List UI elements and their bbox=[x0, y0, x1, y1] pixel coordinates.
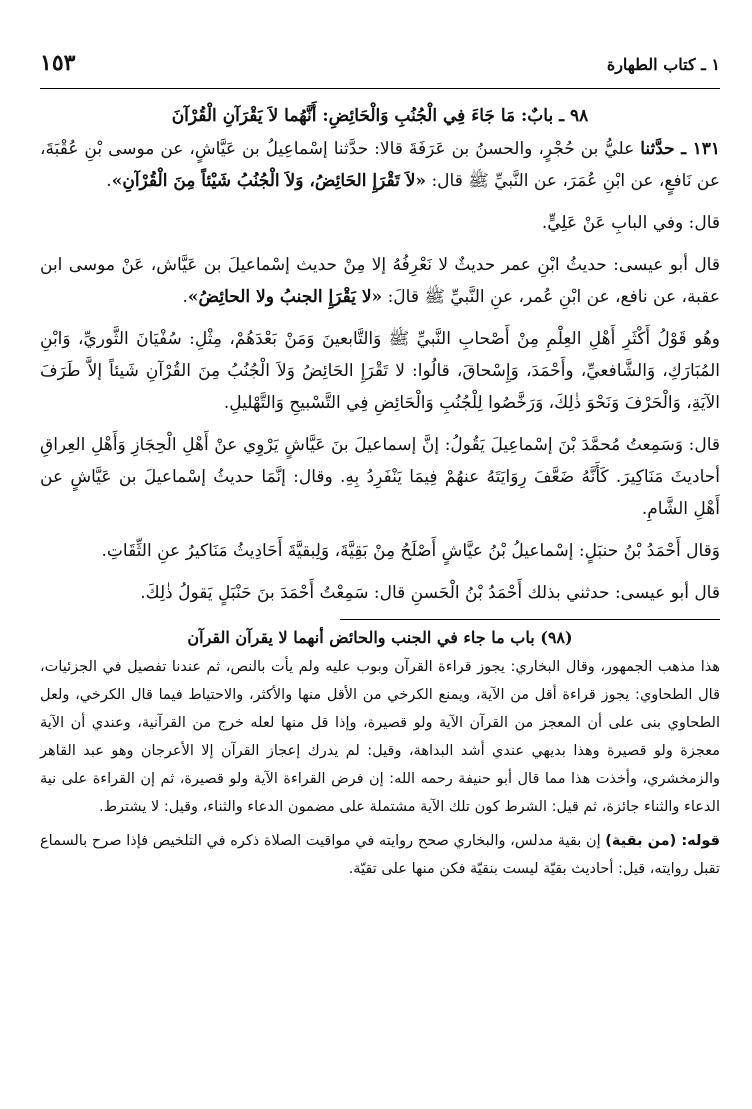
chapter-heading: ٩٨ ـ بابٌ: مَا جَاءَ فِي الْجُنُبِ وَالْحَائِضِ: أَنَّهُما لاَ يَقْرَآنِ الْقُرْآنَ bbox=[171, 106, 589, 126]
paragraph-bukhari: قال: وَسَمِعتُ مُحمَّدَ بْنَ إسْماعِيلَ يَقُولُ: إنَّ إسماعيلَ بنَ عَيَّاشٍ يَرْوِي عنْ أَهْلِ الْحِجَازِ وَأَهْلِ العِراقِ أحاديثَ مَنَاكِيرَ. كَأَنَّهُ ضَعَّفَ رِوَايَتَهُ عنهُمْ فِيمَا يَنْفَرِدُ بِهِ. وقال: إنَّمَا حديثُ إسْماعيلَ بن عَيَّاشٍ عن أَهْلِ الشَّامِ. bbox=[40, 435, 720, 519]
paragraph-abu-isa bbox=[40, 249, 720, 313]
commentary-heading: (٩٨) باب ما جاء في الجنب والحائض أنهما لا يقرآن القرآن bbox=[187, 628, 573, 647]
page-header bbox=[40, 50, 720, 89]
commentary-paragraph: هذا مذهب الجمهور، وقال البخاري: يجوز قراءة القرآن وبوب عليه ولم يأت بالنص، ثم عندنا تفصيل في الجزئيات، قال الطحاوي: يجوز قراءة أقل من الآية، ويمنع الكرخي من الأقل منها والأكثر، والاحتياط فيما قال الكرخي، ولعل الطحاوي بنى على أن المعجز من القرآن الآية ولو قصيرة، وإذا قل منها لعله خرج من القرآنية، وعندي أن الآية معجزة ولو قصيرة وهذا بديهي عندي أشد البداهة، وقيل: لم يدرك إعجاز القرآن إلا الأعرجان وهو عبد القاهر والزمخشري، وأخذت هذا مما قال أبو حنيفة رحمه الله: إن فرض القراءة الآية ولو قصيرة، ثم إن القراءة على نية الدعاء والثناء جائزة، ثم قيل: الشرط كون تلك الآية مشتملة على مضمون الدعاء والثناء، وقيل: لا يشترط. bbox=[40, 659, 720, 815]
hadith-matn: «لاَ تَقْرَإِ الحَائِضُ، وَلاَ الْجُنُبُ شَيْئاً مِنَ الْقُرْآنِ» bbox=[111, 171, 427, 191]
paragraph-chapter-note: قال: وفي البابِ عَنْ عَلِيٍّ. bbox=[541, 213, 720, 233]
punctuation: . bbox=[106, 171, 112, 191]
paragraph-ahmad: وَقال أَحْمَدُ بْنُ حنبَلٍ: إسْماعيلُ بْنُ عيَّاشٍ أَصْلَحُ مِنْ بَقِيَّةَ، وَلِبقيَّةَ أَحَادِيثُ مَنَاكيرُ عنِ الثِّقَاتِ. bbox=[101, 541, 720, 561]
book-page bbox=[40, 50, 720, 889]
abu-isa-text: قال أبو عيسى: حديثُ ابْنِ عمر حديثٌ لا نَعْرِفُهُ إلا مِنْ حديث إسْماعيلَ بن عَيَّاش، عَنْ موسى ابن عقبة، عن نافع، عن ابْنِ عُمر، عنِ النَّبيِّ ﷺ قالَ: bbox=[40, 255, 720, 307]
hadith-chain: عليُّ بن حُجْرٍ، والحسنُ بن عَرَفَةَ قالا: حدَّثنا إسْماعِيلُ بن عَيَّاشٍ، عن موسى بْنِ عُقْبَةَ، عن نَافعٍ، عن ابْنِ عُمَرَ، عن النَّبيِّ ﷺ قال: bbox=[40, 139, 720, 191]
commentary bbox=[40, 653, 720, 883]
main-text bbox=[40, 133, 720, 609]
paragraph-scholars: وهُو قَوْلُ أَكْثَرِ أَهْلِ العِلْمِ مِنْ أَصْحابِ النَّبيِّ ﷺ وَالتَّابعينَ وَمَنْ بَعْدَهُمْ، مِثْلِ: سُفْيَانَ الثَّوريِّ، وَابْنِ المُبَارَكِ، وَالشَّافعيِّ، وأَحْمَدَ، وَإِسْحاقَ، قالُوا: لا تَقْرَإِ الحَائِضُ وَلاَ الْجُنُبُ مِنَ القُرْآنِ شَيئاً إلاَّ طَرَفَ الآيَةِ، وَالْحَرْفَ وَنَحْوَ ذٰلِكَ، وَرَخَّصُوا لِلْجُنُبِ وَالْحَائِضِ فِي التَّسْبيحِ وَالتَّهْليلِ. bbox=[40, 329, 720, 413]
footnote-divider bbox=[340, 619, 720, 620]
page-number: ١٥٣ bbox=[40, 50, 76, 76]
commentary-text: إن بقية مدلس، والبخاري صحح روايته في مواقيت الصلاة ذكره في التلخيص فإذا صرح بالسماع تقبل روايته، قيل: أحاديث بقيّة ليست بنقيّة فكن منها على تقيّة. bbox=[40, 833, 720, 877]
hadith-number: ١٣١ ـ حدَّثنا bbox=[640, 139, 720, 159]
paragraph-closing: قال أبو عيسى: حدثني بذلك أَحْمَدُ بْنُ الْحَسنِ قال: سَمِعْتُ أَحْمَدَ بنَ حَنْبَلٍ يَقولُ ذٰلِكَ. bbox=[140, 583, 720, 603]
running-chapter-title: ١ ـ كتاب الطهارة bbox=[606, 55, 720, 74]
abu-isa-quote: «لا يَقْرَإِ الجنبُ ولا الحائِضُ» bbox=[187, 287, 383, 307]
commentary-label: قوله: (من بقية) bbox=[605, 833, 720, 849]
commentary-paragraph bbox=[40, 827, 720, 883]
hadith-paragraph bbox=[40, 133, 720, 197]
punctuation: . bbox=[182, 287, 188, 307]
